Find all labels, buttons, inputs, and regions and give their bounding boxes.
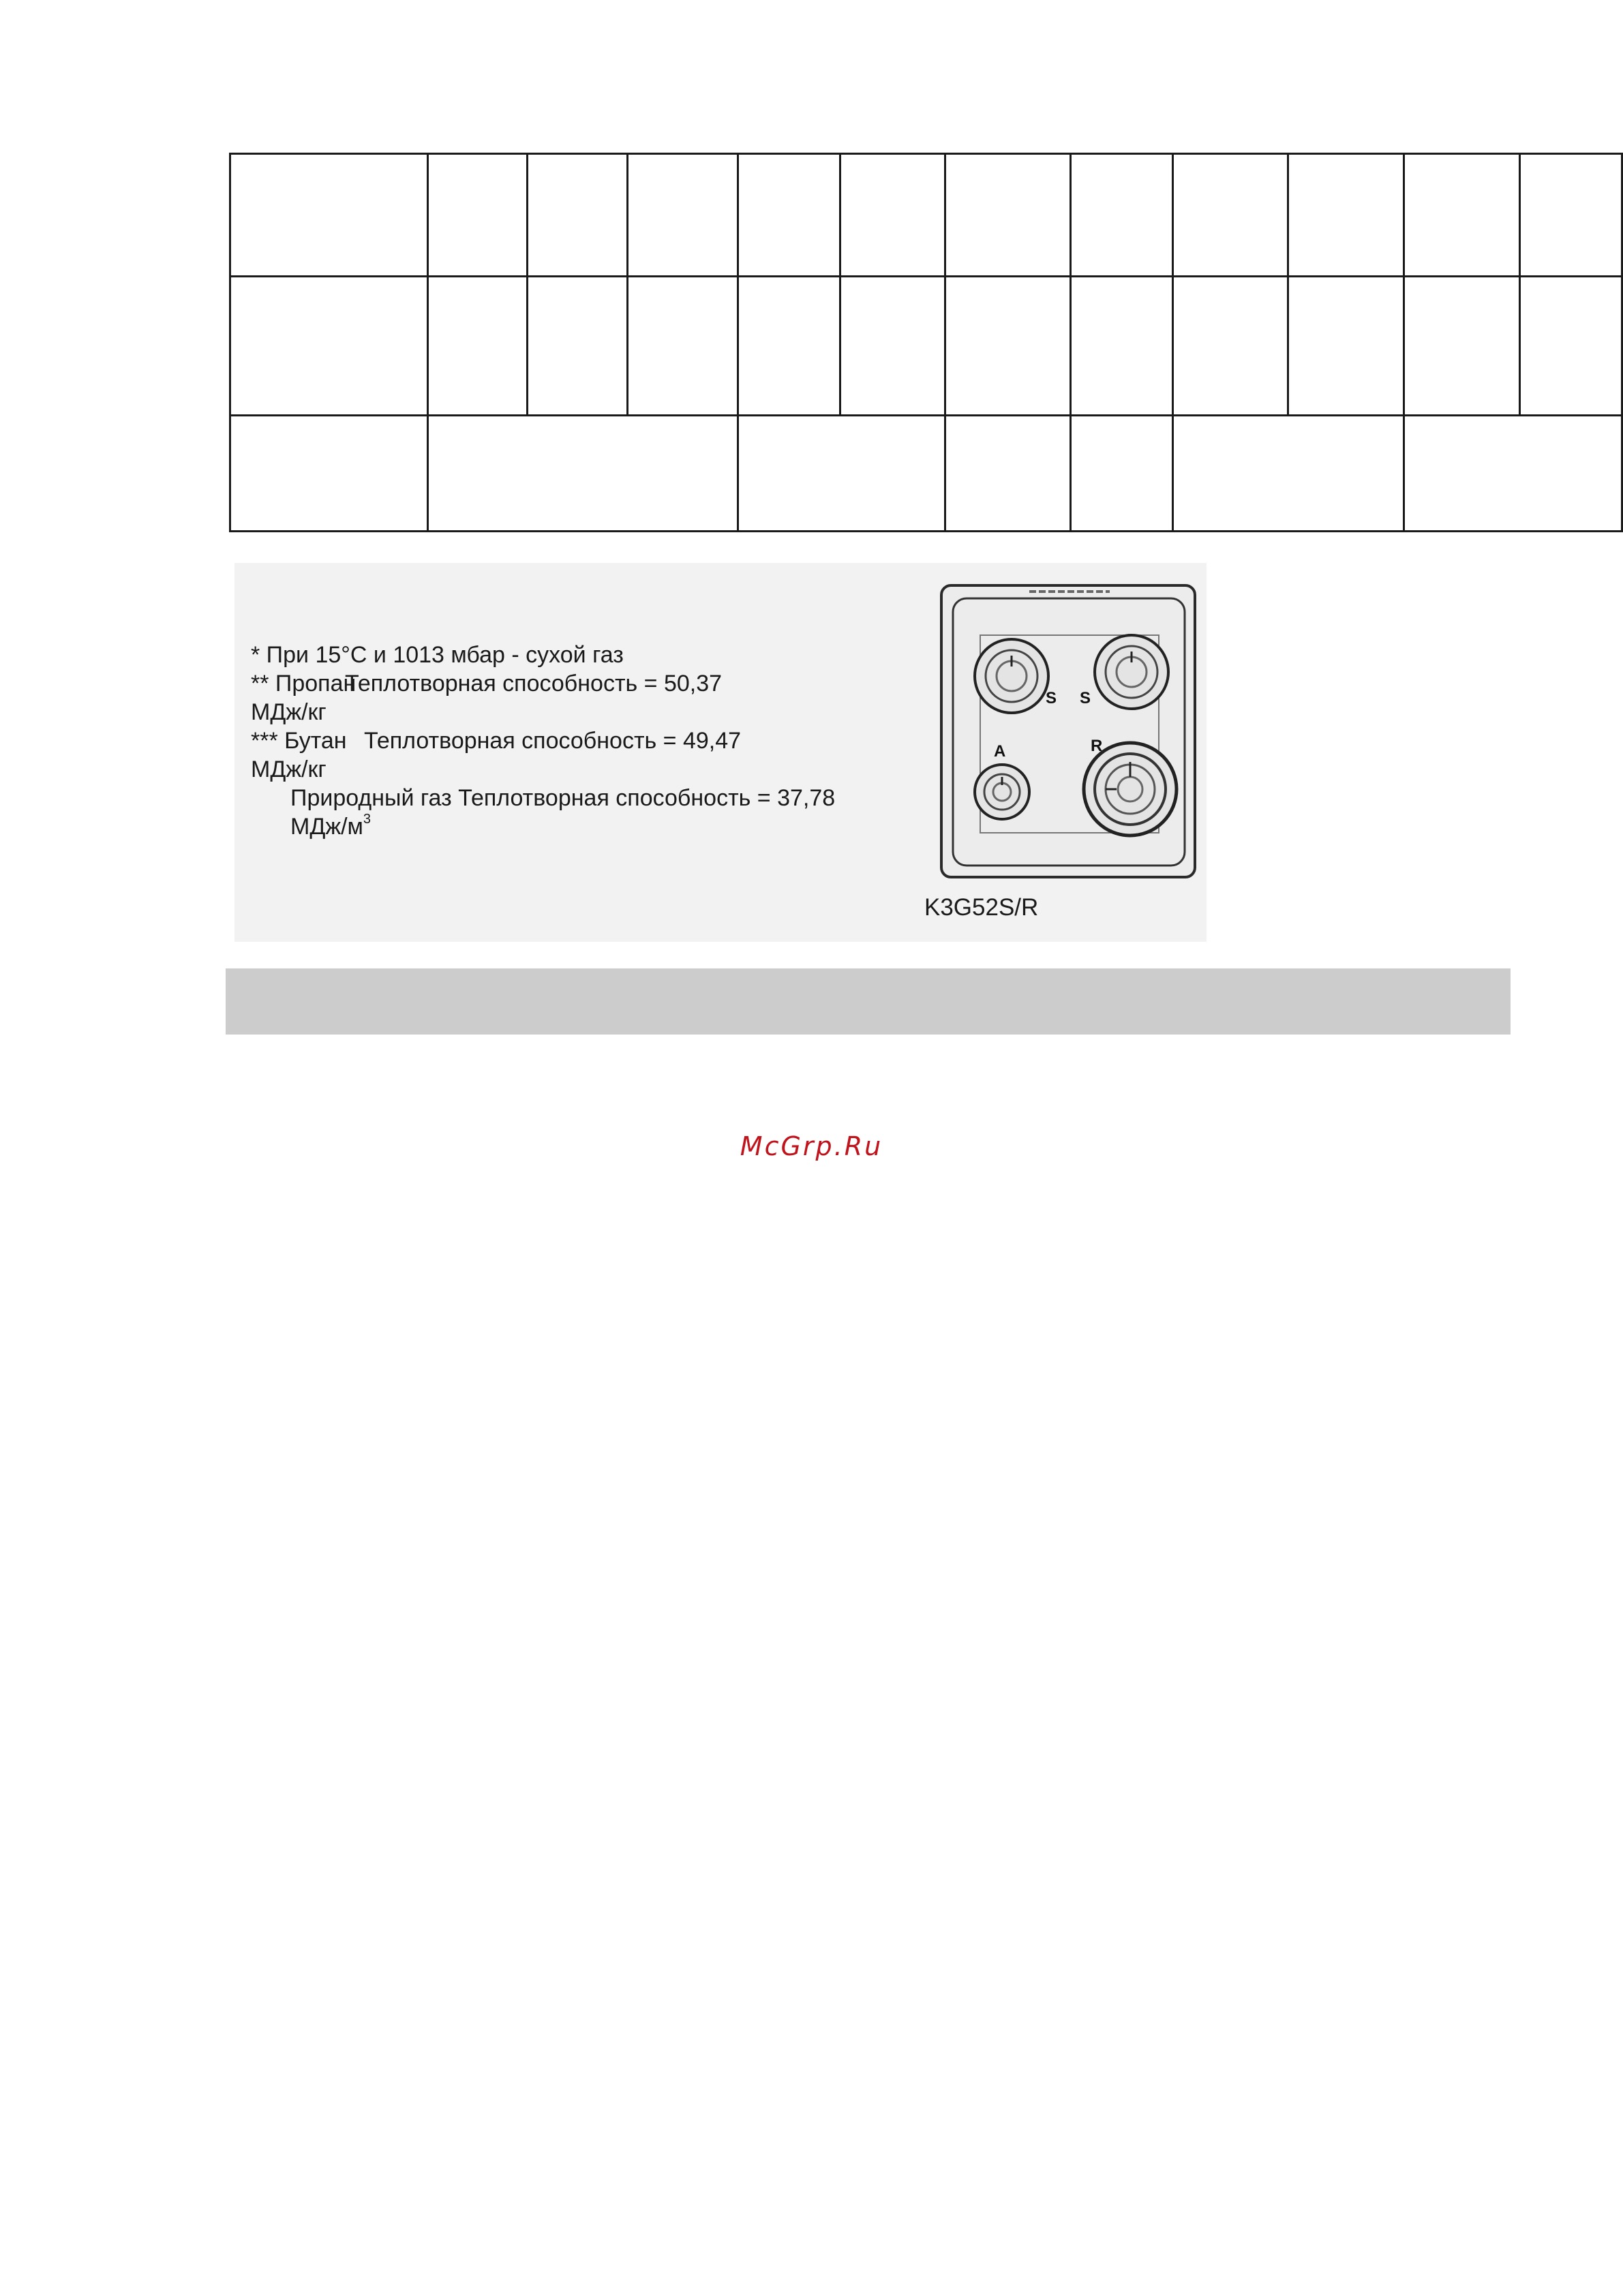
table-cell [1070, 154, 1172, 277]
footnote-natural-gas: Природный газ Теплотворная способность = 37,78 [290, 785, 836, 811]
burner-label-bottom-right: R [1091, 737, 1103, 755]
burner-label-bottom-left: A [994, 742, 1006, 761]
footnote-propane [251, 669, 892, 698]
table-cell [1288, 277, 1404, 416]
cubic-superscript: 3 [363, 812, 371, 827]
table-row [230, 154, 1622, 277]
burner-bottom-right [1084, 743, 1177, 836]
table-cell [840, 277, 945, 416]
table-row [230, 416, 1622, 532]
hob-diagram [939, 583, 1198, 882]
table-cell [427, 416, 738, 532]
footnote-butane [251, 726, 892, 755]
table-cell [945, 277, 1070, 416]
model-label: K3G52S/R [924, 894, 1039, 921]
burner-bottom-left [975, 765, 1029, 819]
table-cell [945, 416, 1070, 532]
table-cell [527, 154, 628, 277]
table-cell [427, 154, 527, 277]
scanned-figure [234, 563, 1207, 942]
table-cell [230, 277, 428, 416]
table-cell [738, 416, 945, 532]
table-cell [230, 154, 428, 277]
burner-top-left [975, 639, 1048, 713]
natural-gas-unit [251, 812, 892, 841]
table-cell [1404, 416, 1622, 532]
table-cell [1172, 277, 1288, 416]
table-cell [1172, 416, 1404, 532]
table-cell [628, 277, 738, 416]
spec-table [229, 153, 1623, 532]
butane-unit: МДж/кг [251, 756, 327, 782]
table-cell [738, 277, 840, 416]
section-bar [226, 968, 1511, 1035]
table-cell [945, 154, 1070, 277]
table-cell [1070, 416, 1172, 532]
table-cell [527, 277, 628, 416]
propane-value: Теплотворная способность = 50,37 [345, 671, 723, 697]
table-cell [1288, 154, 1404, 277]
table-cell [1070, 277, 1172, 416]
butane-value: Теплотворная способность = 49,47 [364, 728, 742, 754]
table-cell [427, 277, 527, 416]
burner-top-right [1095, 635, 1168, 709]
table-cell [738, 154, 840, 277]
propane-unit: МДж/кг [251, 699, 327, 725]
footnote-conditions: * При 15°C и 1013 мбар - сухой газ [251, 642, 624, 668]
table-cell [840, 154, 945, 277]
burner-label-top-left: S [1046, 689, 1057, 707]
burner-label-top-right: S [1080, 689, 1091, 707]
table-cell [1172, 154, 1288, 277]
footnotes [251, 641, 892, 841]
butane-prefix: *** Бутан [251, 728, 347, 754]
table-cell [1520, 277, 1622, 416]
table-cell [1404, 277, 1520, 416]
table-cell [230, 416, 428, 532]
table-row [230, 277, 1622, 416]
table-cell [628, 154, 738, 277]
table-cell [1520, 154, 1622, 277]
watermark: McGrp.Ru [740, 1131, 883, 1161]
natural-gas-unit-text: МДж/м [290, 814, 363, 840]
table-cell [1404, 154, 1520, 277]
propane-prefix: ** Пропан [251, 671, 357, 697]
